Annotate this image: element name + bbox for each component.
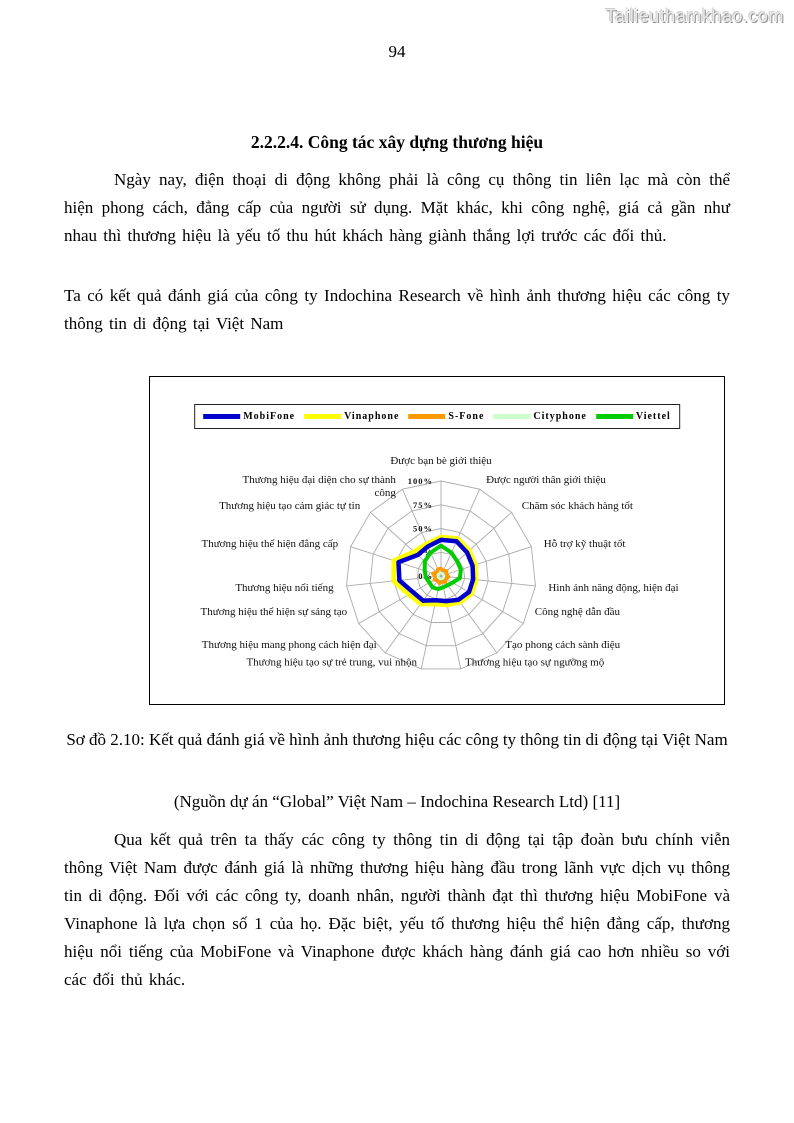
- legend-label: Viettel: [635, 411, 671, 422]
- svg-text:Được bạn bè giới thiệu: Được bạn bè giới thiệu: [390, 455, 492, 467]
- svg-text:Thương hiệu tạo cảm giác tự ti: Thương hiệu tạo cảm giác tự tin: [219, 500, 361, 513]
- svg-text:Thương hiệu mang phong cách hi: Thương hiệu mang phong cách hiện đại: [201, 638, 377, 651]
- radar-chart: [150, 377, 724, 704]
- figure-caption: Sơ đồ 2.10: Kết quả đánh giá về hình ảnh thương hiệu các công ty thông tin di động tại Việt Nam: [66, 730, 728, 749]
- svg-text:Thương hiệu đại diện cho sự th: Thương hiệu đại diện cho sự thành công: [242, 474, 396, 500]
- site-watermark: Tailieuthamkhao.com: [605, 6, 784, 26]
- radar-axis-labels: [201, 455, 679, 669]
- svg-text:Chăm sóc khách hàng tốt: Chăm sóc khách hàng tốt: [521, 500, 633, 513]
- paragraph: Ta có kết quả đánh giá của công ty Indochina Research về hình ảnh thương hiệu các công ty thông tin di động tại Việt Nam: [64, 286, 730, 333]
- paragraph: Qua kết quả trên ta thấy các công ty thông tin di động tại tập đoàn bưu chính viễn thông Việt Nam được đánh giá là những thương hiệu hàng đầu trong lãnh vực dịch vụ thông tin di động. Đối với các công ty, doanh nhân, người thành đạt thì thương hiệu MobiFone và Vinaphone là lựa chọn số 1 của họ. Đặc biệt, yếu tố thương hiệu thể hiện đẳng cấp, thương hiệu nổi tiếng của MobiFone và Vinaphone được khách hàng đánh giá cao hơn nhiều so với các đối thủ khác.: [64, 830, 730, 989]
- svg-text:Công nghệ dẫn đầu: Công nghệ dẫn đầu: [534, 606, 621, 618]
- legend-label: MobiFone: [243, 411, 296, 422]
- svg-text:Thương hiệu nổi tiếng: Thương hiệu nổi tiếng: [235, 582, 334, 595]
- svg-text:Thương hiệu tạo sự ngưỡng mộ: Thương hiệu tạo sự ngưỡng mộ: [465, 656, 605, 669]
- svg-text:0%: 0%: [418, 571, 433, 581]
- svg-text:75%: 75%: [413, 499, 433, 510]
- figure-source: (Nguồn dự án “Global” Việt Nam – Indochina Research Ltd) [11]: [173, 792, 621, 811]
- svg-text:Thương hiệu thể hiện sự sáng t: Thương hiệu thể hiện sự sáng tạo: [200, 606, 348, 618]
- legend-label: Cityphone: [533, 411, 587, 422]
- paragraph: Ngày nay, điện thoại di động không phải là công cụ thông tin liên lạc mà còn thể hiện phong cách, đẳng cấp của người sử dụng. Mặt khác, khi công nghệ, giá cả gần như nhau thì thương hiệu là yếu tố thu hút khách hàng giành thắng lợi trước các đối thủ.: [64, 170, 730, 245]
- svg-text:Hỗ trợ kỹ thuật tốt: Hỗ trợ kỹ thuật tốt: [543, 538, 626, 551]
- svg-text:Tạo phong cách sành điệu: Tạo phong cách sành điệu: [505, 638, 621, 651]
- svg-text:50%: 50%: [413, 523, 433, 534]
- svg-text:Được người thân giới thiệu: Được người thân giới thiệu: [486, 474, 606, 487]
- svg-text:Thương hiệu thể hiện đẳng cấp: Thương hiệu thể hiện đẳng cấp: [201, 538, 339, 551]
- legend-label: Vinaphone: [344, 411, 400, 422]
- svg-text:Hình ảnh năng động, hiện đại: Hình ảnh năng động, hiện đại: [548, 582, 679, 595]
- svg-text:100%: 100%: [407, 476, 433, 486]
- page-number: 94: [388, 42, 406, 61]
- svg-text:25%: 25%: [413, 547, 433, 558]
- svg-text:Thương hiệu tạo sự trẻ trung,: Thương hiệu tạo sự trẻ trung, vui nhộn: [246, 656, 417, 669]
- figure-box: [149, 376, 725, 705]
- section-heading: 2.2.2.4. Công tác xây dựng thương hiệu: [250, 132, 544, 152]
- legend-label: S-Fone: [448, 411, 485, 422]
